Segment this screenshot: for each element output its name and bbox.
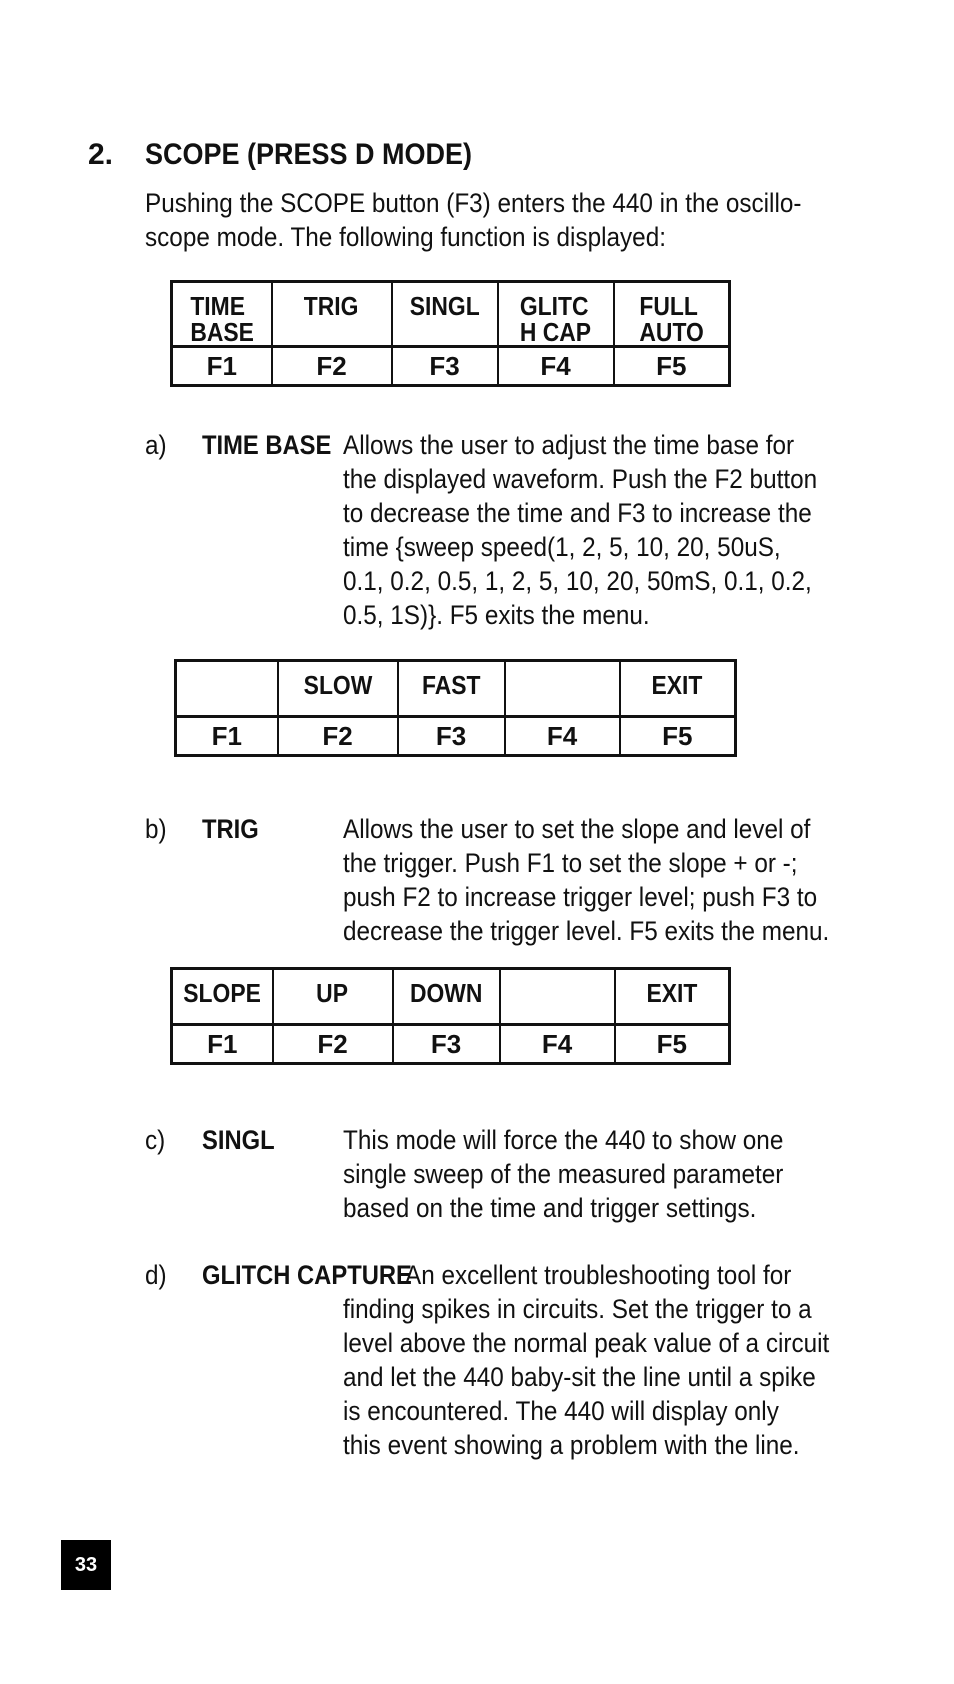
item-term: SINGL bbox=[202, 1125, 275, 1155]
key-label-exit: EXIT bbox=[615, 969, 730, 1025]
key-label-slow: SLOW bbox=[278, 661, 398, 717]
key-f4: F4 bbox=[498, 347, 614, 386]
key-label-down: DOWN bbox=[393, 969, 500, 1025]
description-line: level above the normal peak value of a circuit bbox=[343, 1328, 830, 1358]
section-title: SCOPE (PRESS D MODE) bbox=[145, 138, 473, 171]
item-letter: c) bbox=[145, 1125, 166, 1155]
item-term: TIME BASE bbox=[202, 430, 332, 460]
description-line: the displayed waveform. Push the F2 button bbox=[343, 464, 818, 494]
key-f5: F5 bbox=[620, 717, 736, 756]
key-label-up: UP bbox=[273, 969, 393, 1025]
item-description bbox=[343, 1123, 847, 1225]
key-label-slope: SLOPE bbox=[172, 969, 273, 1025]
intro-paragraph bbox=[145, 186, 802, 254]
description-line: time {sweep speed(1, 2, 5, 10, 20, 50uS, bbox=[343, 532, 781, 562]
item-term: TRIG bbox=[202, 814, 259, 844]
key-f2: F2 bbox=[273, 1025, 393, 1064]
intro-line: scope mode. The following function is displayed: bbox=[145, 222, 666, 252]
key-f1: F1 bbox=[176, 717, 278, 756]
description-line: 0.5, 1S)}. F5 exits the menu. bbox=[343, 600, 650, 630]
key-f5: F5 bbox=[614, 347, 730, 386]
key-f4: F4 bbox=[505, 717, 620, 756]
key-label-trig: TRIG bbox=[272, 282, 392, 347]
description-line: finding spikes in circuits. Set the trigger to a bbox=[343, 1294, 812, 1324]
description-line: 0.1, 0.2, 0.5, 1, 2, 5, 10, 20, 50mS, 0.1, 0.2, bbox=[343, 566, 812, 596]
key-label-glitch-cap: GLITC H CAP bbox=[498, 282, 614, 347]
key-label-empty bbox=[500, 969, 615, 1025]
key-label-full-auto: FULL AUTO bbox=[614, 282, 730, 347]
key-label-singl: SINGL bbox=[392, 282, 498, 347]
key-f4: F4 bbox=[500, 1025, 615, 1064]
key-f1: F1 bbox=[172, 347, 272, 386]
intro-line: Pushing the SCOPE button (F3) enters the 440 in the oscillo- bbox=[145, 188, 802, 218]
key-f5: F5 bbox=[615, 1025, 730, 1064]
key-f2: F2 bbox=[278, 717, 398, 756]
description-line: single sweep of the measured parameter bbox=[343, 1159, 784, 1189]
key-label-time-base: TIME BASE bbox=[172, 282, 272, 347]
time-base-key-table bbox=[174, 659, 737, 757]
item-term: GLITCH CAPTURE bbox=[202, 1260, 412, 1290]
key-f3: F3 bbox=[398, 717, 505, 756]
trig-key-table bbox=[170, 967, 731, 1065]
description-line: the trigger. Push F1 to set the slope + or -; bbox=[343, 848, 798, 878]
description-line: This mode will force the 440 to show one bbox=[343, 1125, 784, 1155]
key-label-empty bbox=[176, 661, 278, 717]
key-f2: F2 bbox=[272, 347, 392, 386]
item-description bbox=[343, 1292, 847, 1462]
key-label-fast: FAST bbox=[398, 661, 505, 717]
key-f1: F1 bbox=[172, 1025, 273, 1064]
key-f3: F3 bbox=[393, 1025, 500, 1064]
description-line: this event showing a problem with the line. bbox=[343, 1430, 800, 1460]
description-line: Allows the user to adjust the time base for bbox=[343, 430, 795, 460]
item-description bbox=[343, 428, 847, 632]
description-line: An excellent troubleshooting tool for bbox=[405, 1260, 792, 1290]
page-number: 33 bbox=[61, 1540, 111, 1590]
key-label-empty bbox=[505, 661, 620, 717]
section-number: 2. bbox=[88, 138, 114, 171]
item-letter: a) bbox=[145, 430, 167, 460]
item-letter: b) bbox=[145, 814, 167, 844]
description-line: based on the time and trigger settings. bbox=[343, 1193, 757, 1223]
description-line: Allows the user to set the slope and level of bbox=[343, 814, 811, 844]
description-line: and let the 440 baby-sit the line until a spike bbox=[343, 1362, 816, 1392]
item-description bbox=[343, 812, 847, 948]
description-line: is encountered. The 440 will display only bbox=[343, 1396, 779, 1426]
key-f3: F3 bbox=[392, 347, 498, 386]
scope-function-table bbox=[170, 280, 731, 387]
item-letter: d) bbox=[145, 1260, 167, 1290]
description-line: decrease the trigger level. F5 exits the menu. bbox=[343, 916, 830, 946]
description-line: to decrease the time and F3 to increase the bbox=[343, 498, 812, 528]
description-line: push F2 to increase trigger level; push F3 to bbox=[343, 882, 818, 912]
key-label-exit: EXIT bbox=[620, 661, 736, 717]
